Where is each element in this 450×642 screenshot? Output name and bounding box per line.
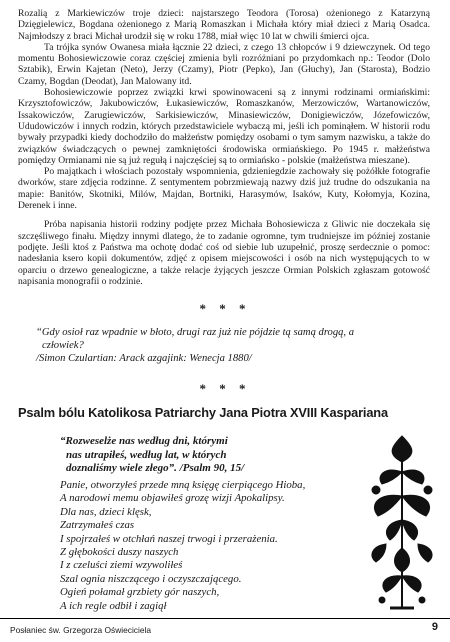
poem-verses <box>60 479 350 613</box>
footer-rule <box>0 618 450 619</box>
quote-line-2: człowiek? <box>42 340 84 351</box>
section-separator-1: * * * <box>199 301 251 316</box>
poem-title: Psalm bólu Katolikosa Patriarchy Jana Piotra XVIII Kaspariana <box>18 405 388 420</box>
verse-line: Dla nas, dzieci klęsk, <box>60 505 152 518</box>
verse-line: Z głębokości duszy naszych <box>60 546 179 559</box>
paragraph-5: Próba napisania historii rodziny podjęte przez Michała Bohosiewicza z Gliwic nie doczekała się szczęśliwego finału. Między innymi dlatego, że to zadanie ogromne, tym trudniejsze im później zostanie podjęte. Jeśli ktoś z Państwa ma ochotę dodać coś od siebie lub uzupełnić, proszę serdecznie o pomoc: nadesłania ksero kopii dokumentów, zdjęć z opisem miejscowości i osób na nich występujących to w oparciu o drzewo genealogiczne, a także relacje żyjących jeszcze Ormian Polskich zgłaszam gotowość napisania monografii o rodzinie. <box>18 219 430 287</box>
article-body <box>18 8 430 287</box>
footer-publication: Posłaniec św. Grzegorza Oświeciciela <box>10 625 152 635</box>
paragraph-3: Bohosiewiczowie poprzez związki krwi spowinowaceni są z innymi rodzinami ormiańskimi: Krzysztofowiczów, Jakubowiczów, Łukasiewiczów, Romaszkanów, Merzowiczów, Wartanowiczów, Issakowiczów, Zarugiewiczów, Sarkisiewiczów, Minasiewiczów, Donigiewiczów, Józefowiczów, Ududowiczów i innych rodzin, których przedstawiciele wybaczą mi, jeśli ich pominąłem. W historii rodu bywały przypadki kiedy dochodziło do małżeństw pomiędzy osobami o tym samym nazwisku, a także do związków świadczących o pewnej zamkniętości środowiska ormiańskiego. Po 1945 r. małżeństwa pomiędzy Ormianami nie są już regułą i najczęściej są to ormiańsko - polskie (małżeństwa mieszane). <box>18 87 430 166</box>
quote-block <box>36 326 436 365</box>
verse-line: Panie, otworzyłeś przede mną księgę cierpiącego Hioba, <box>60 479 306 491</box>
verse-line: Szal ognia niszczącego i oczyszczającego. <box>60 572 242 585</box>
page-number: 9 <box>431 621 438 633</box>
epigraph-line: “Rozweselże nas według dni, którymi <box>60 435 228 447</box>
verse-line: A ich regle odbił i zagiął <box>60 599 167 612</box>
epigraph-line: doznaliśmy wiele złego”. /Psalm 90, 15/ <box>66 462 245 475</box>
section-separator-2: * * * <box>199 381 251 396</box>
verse-line: A narodowi memu objawiłeś grozę wizji Apokalipsy. <box>60 492 285 505</box>
epigraph-line: nas utrapiłeś, według lat, w których <box>66 448 227 461</box>
quote-line-1: “Gdy osioł raz wpadnie w błoto, drugi raz już nie pójdzie tą samą drogą, a <box>36 327 355 338</box>
quote-source: /Simon Czulartian: Arack azgajink: Wenecja 1880/ <box>36 353 252 364</box>
verse-line: I spojrzałeś w otchłań naszej trwogi i przerażenia. <box>60 532 278 545</box>
verse-line: I z czeluści ziemi wzywoliłeś <box>60 559 183 572</box>
poem-epigraph <box>60 435 360 476</box>
verse-line: Ogień połamał grzbiety gór naszych, <box>60 586 220 599</box>
paragraph-2: Ta trójka synów Owanesa miała łącznie 22 dzieci, z czego 13 chłopców i 9 dziewczynek. Od tego momentu Bohosiewiczowie coraz częściej zmienia byli rozróżniani po przydomkach np.: Teodor (Dolo Sztabik), Erwin Kajetan (Neto), Jerzy (Czamy), Piotr (Pepko), Jan (Głuchy), Jan (Starosta), Bodzio Czamy, Bogdan (Deodat), Jan Malowany itd. <box>18 41 430 87</box>
paragraph-4: Po majątkach i włościach pozostały wspomnienia, gdzieniegdzie zachowały się pożółkłe fotografie dworków, stare zdjęcia rodzinne. Z sentymentem pobrzmiewają nazwy dziś już trudne do odszukania na mapie: Banitów, Skotniki, Milów, Majdan, Bortniki, Harasymów, Isaków, Kuty, Kołomyja, Kozina, Derenek i inne. <box>18 166 430 212</box>
floral-ornament-icon <box>362 432 442 616</box>
paragraph-1: Rozalią z Markiewiczów troje dzieci: najstarszego Teodora (Torosa) ożenionego z Katarzyną Dzięgielewicz, Bogdana ożenionego z Marią Romaszkan i Michała który miał dzieci z Marią Osadca. Najmłodszy z braci Michał urodził się w roku 1788, miał więc 10 lat w chwili śmierci ojca. <box>18 8 430 42</box>
verse-line: Zatrzymałeś czas <box>60 519 135 532</box>
